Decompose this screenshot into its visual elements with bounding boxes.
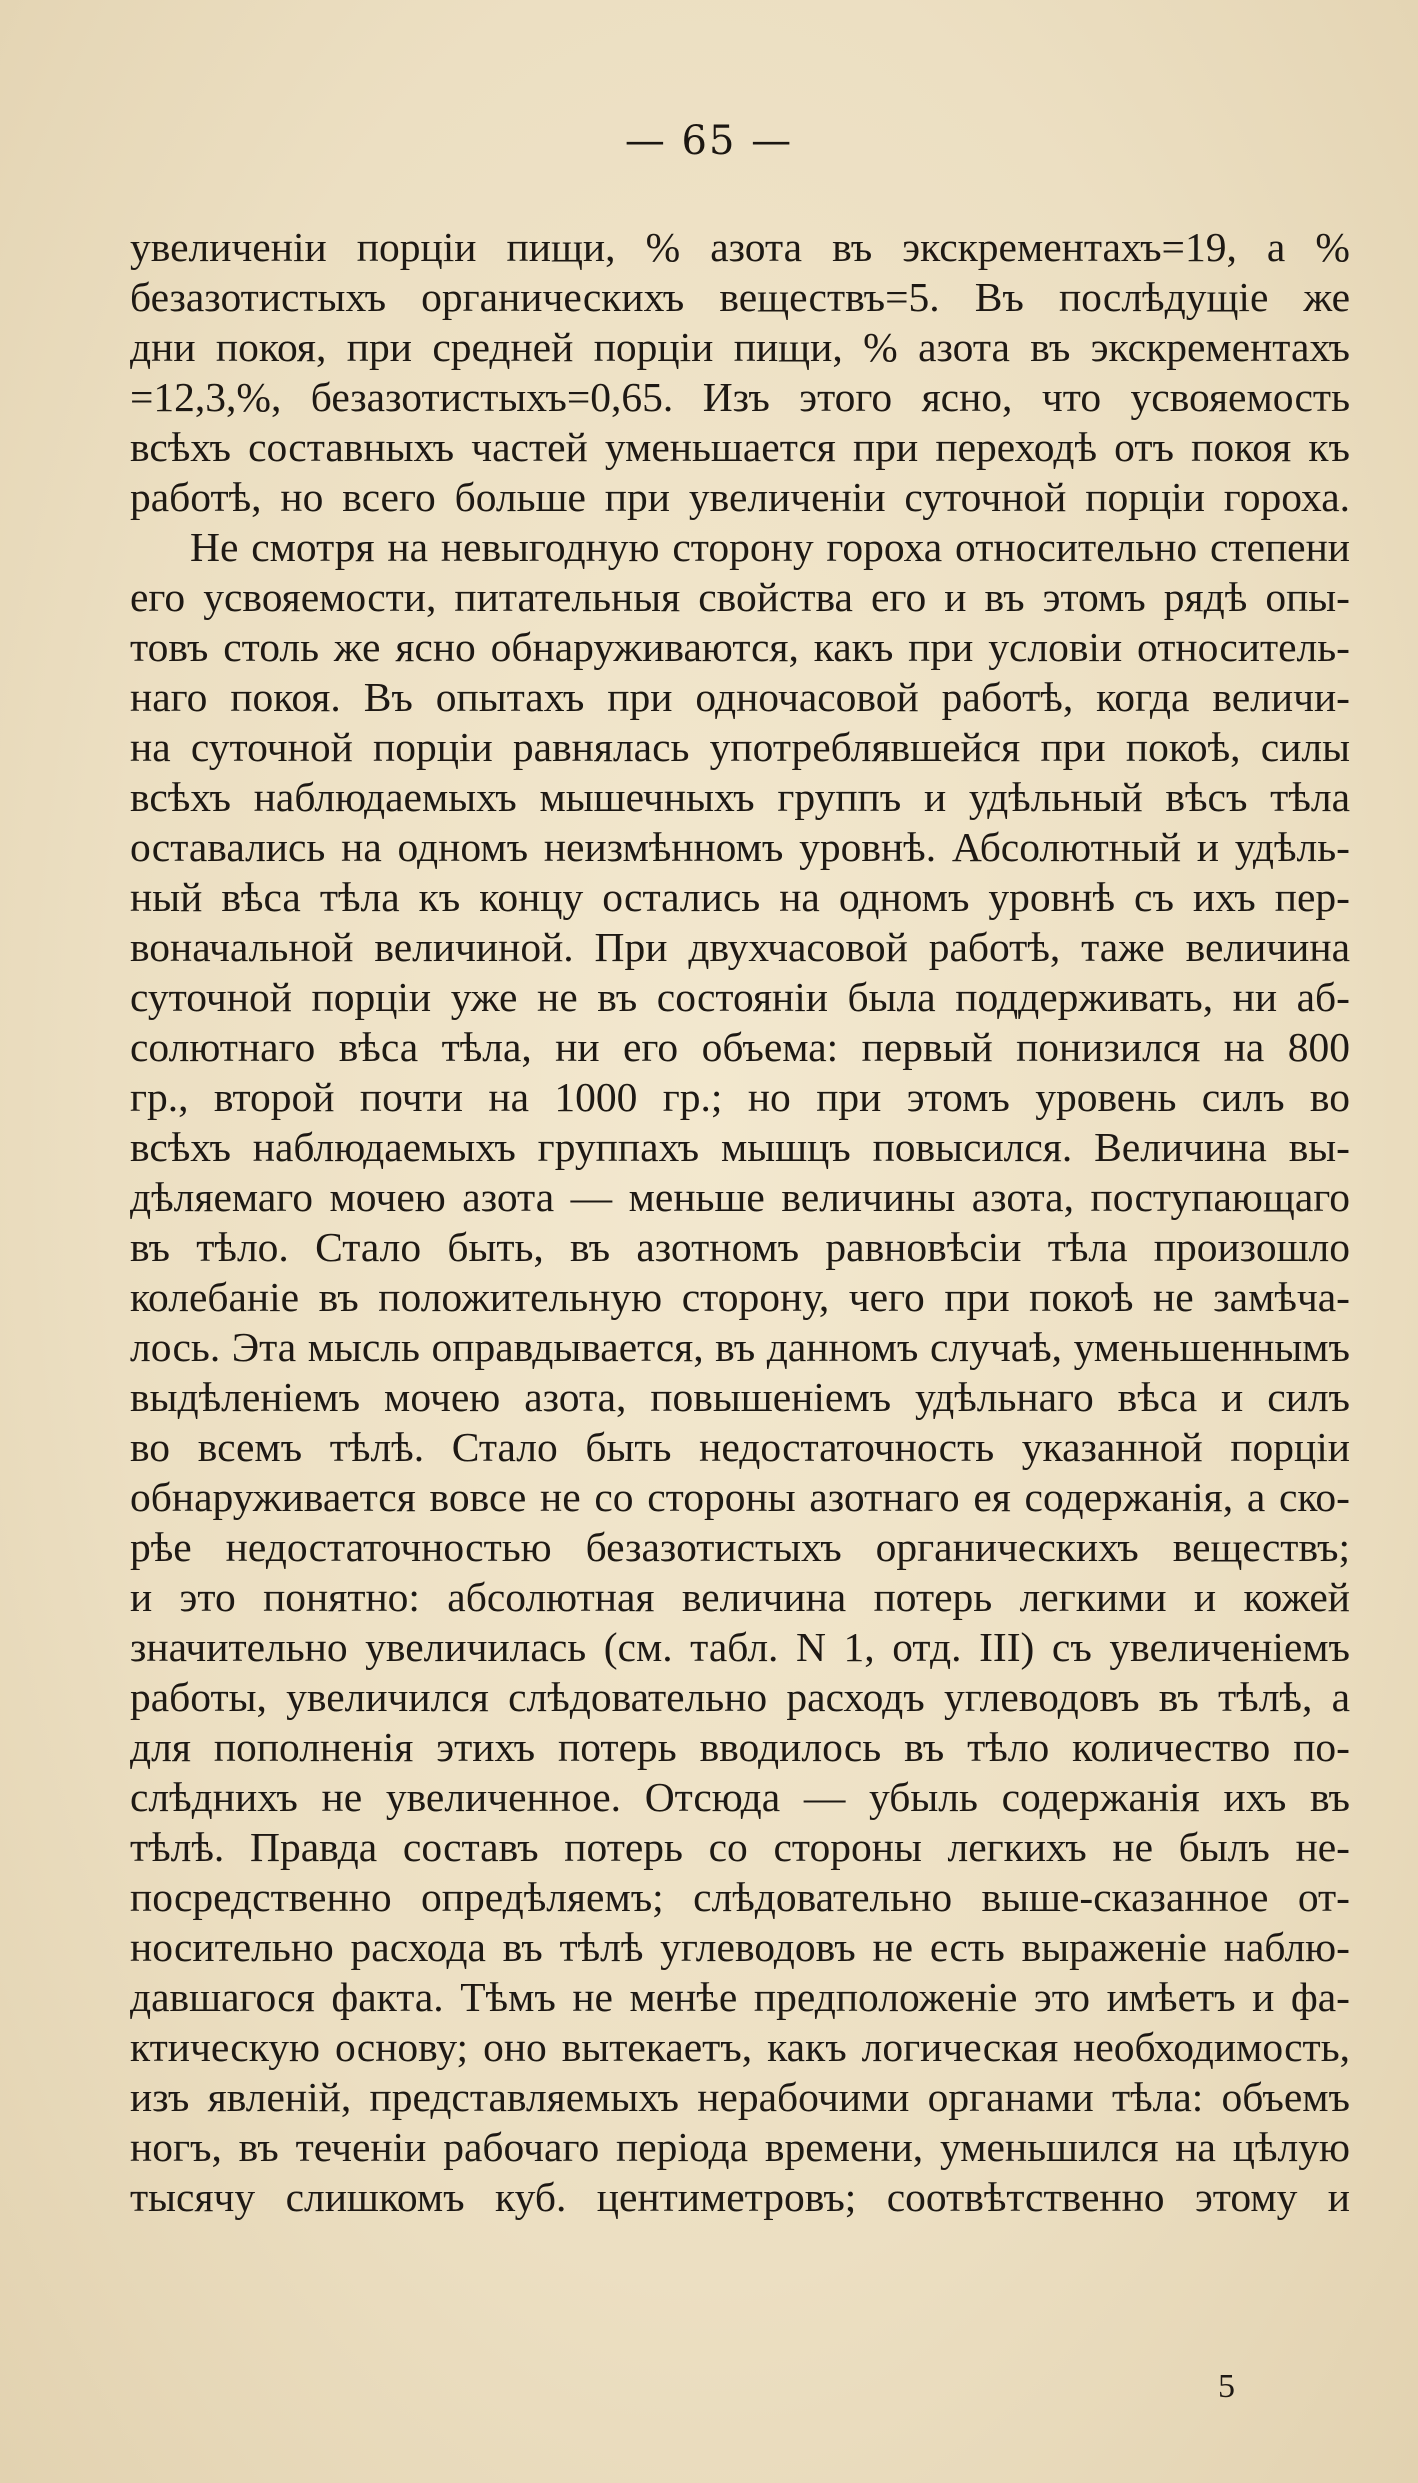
text-line: колебаніе въ положительную сторону, чего при покоѣ не замѣча- bbox=[130, 1274, 1350, 1320]
text-line: Не смотря на невыгодную сторону гороха относительно степени bbox=[190, 524, 1350, 570]
text-line: носительно расхода въ тѣлѣ углеводовъ не есть выраженіе наблю- bbox=[130, 1924, 1350, 1970]
text-line: и это понятно: абсолютная величина потерь легкими и кожей bbox=[130, 1574, 1350, 1620]
text-line: посредственно опредѣляемъ; слѣдовательно выше-сказанное от- bbox=[130, 1874, 1350, 1920]
text-line: ногъ, въ теченіи рабочаго періода времени, уменьшился на цѣлую bbox=[130, 2124, 1350, 2170]
page-number-header: — 65 — bbox=[624, 118, 794, 164]
text-line: суточной порціи уже не въ состояніи была поддерживать, ни аб- bbox=[130, 974, 1350, 1020]
text-line: =12,3,%, безазотистыхъ=0,65. Изъ этого ясно, что усвояемость bbox=[130, 374, 1350, 420]
text-line: солютнаго вѣса тѣла, ни его объема: первый понизился на 800 bbox=[130, 1024, 1350, 1070]
text-line: оставались на одномъ неизмѣнномъ уровнѣ. Абсолютный и удѣль- bbox=[130, 824, 1350, 870]
text-line: гр., второй почти на 1000 гр.; но при этомъ уровень силъ во bbox=[130, 1074, 1350, 1120]
text-line: его усвояемости, питательныя свойства его и въ этомъ рядѣ опы- bbox=[130, 574, 1350, 620]
text-line: работы, увеличился слѣдовательно расходъ углеводовъ въ тѣлѣ, а bbox=[130, 1674, 1350, 1720]
text-line: значительно увеличилась (см. табл. N 1, отд. III) съ увеличеніемъ bbox=[130, 1624, 1350, 1670]
body-text bbox=[130, 222, 1350, 2222]
text-line: во всемъ тѣлѣ. Стало быть недостаточность указанной порціи bbox=[130, 1424, 1350, 1470]
text-line: ктическую основу; оно вытекаетъ, какъ логическая необходимость, bbox=[130, 2024, 1350, 2070]
text-line: рѣе недостаточностью безазотистыхъ органическихъ веществъ; bbox=[130, 1524, 1350, 1570]
text-line: дѣляемаго мочею азота — меньше величины азота, поступающаго bbox=[130, 1174, 1350, 1220]
text-line: увеличеніи порціи пищи, % азота въ экскрементахъ=19, а % bbox=[130, 224, 1350, 270]
text-line: всѣхъ наблюдаемыхъ группахъ мышцъ повысился. Величина вы- bbox=[130, 1124, 1350, 1170]
text-line: для пополненія этихъ потерь вводилось въ тѣло количество по- bbox=[130, 1724, 1350, 1770]
text-line: давшагося факта. Тѣмъ не менѣе предположеніе это имѣетъ и фа- bbox=[130, 1974, 1350, 2020]
text-line: воначальной величиной. При двухчасовой работѣ, таже величина bbox=[130, 924, 1350, 970]
text-line: лось. Эта мысль оправдывается, въ данномъ случаѣ, уменьшеннымъ bbox=[130, 1324, 1350, 1370]
text-line: выдѣленіемъ мочею азота, повышеніемъ удѣльнаго вѣса и силъ bbox=[130, 1374, 1350, 1420]
text-line: наго покоя. Въ опытахъ при одночасовой работѣ, когда величи- bbox=[130, 674, 1350, 720]
text-line: ный вѣса тѣла къ концу остались на одномъ уровнѣ съ ихъ пер- bbox=[130, 874, 1350, 920]
text-line: всѣхъ составныхъ частей уменьшается при переходѣ отъ покоя къ bbox=[130, 424, 1350, 470]
text-line: работѣ, но всего больше при увеличеніи суточной порціи гороха. bbox=[130, 474, 1350, 520]
text-line: слѣднихъ не увеличенное. Отсюда — убыль содержанія ихъ въ bbox=[130, 1774, 1350, 1820]
text-line: обнаруживается вовсе не со стороны азотнаго ея содержанія, а ско- bbox=[130, 1474, 1350, 1520]
text-line: товъ столь же ясно обнаруживаются, какъ при условіи относитель- bbox=[130, 624, 1350, 670]
text-line: тысячу слишкомъ куб. центиметровъ; соотвѣтственно этому и bbox=[130, 2174, 1350, 2220]
text-line: на суточной порціи равнялась употреблявшейся при покоѣ, силы bbox=[130, 724, 1350, 770]
text-line: изъ явленій, представляемыхъ нерабочими органами тѣла: объемъ bbox=[130, 2074, 1350, 2120]
text-line: въ тѣло. Стало быть, въ азотномъ равновѣсіи тѣла произошло bbox=[130, 1224, 1350, 1270]
text-line: дни покоя, при средней порціи пищи, % азота въ экскрементахъ bbox=[130, 324, 1350, 370]
text-line: безазотистыхъ органическихъ веществъ=5. Въ послѣдущіе же bbox=[130, 274, 1350, 320]
text-line: всѣхъ наблюдаемыхъ мышечныхъ группъ и удѣльный вѣсъ тѣла bbox=[130, 774, 1350, 820]
text-line: тѣлѣ. Правда составъ потерь со стороны легкихъ не былъ не- bbox=[130, 1824, 1350, 1870]
signature-mark: 5 bbox=[1218, 2368, 1235, 2405]
